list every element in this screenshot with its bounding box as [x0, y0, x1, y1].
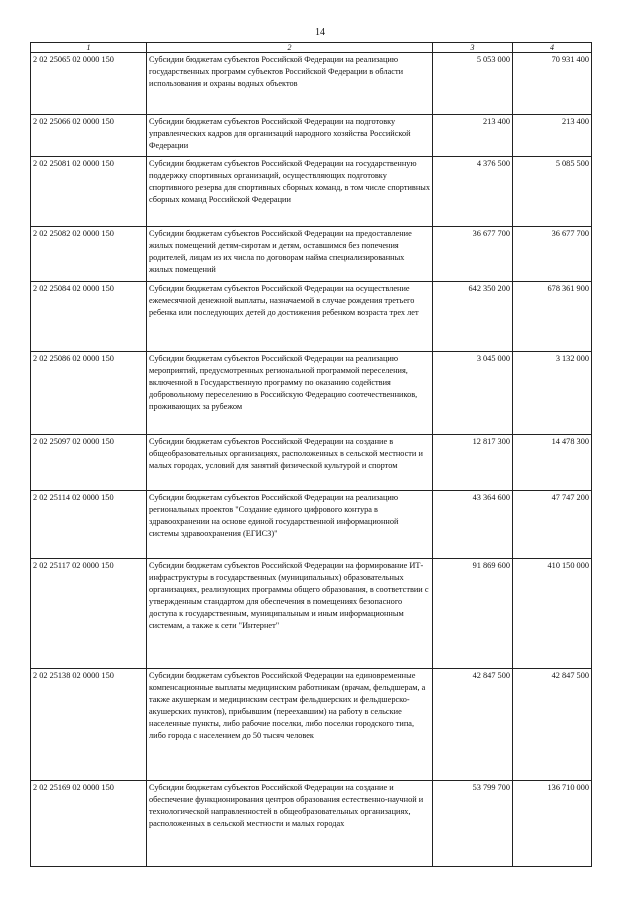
budget-code: 2 02 25117 02 0000 150 [31, 559, 147, 669]
budget-code: 2 02 25084 02 0000 150 [31, 282, 147, 352]
table-header-row [31, 43, 592, 53]
amount-col4: 213 400 [513, 115, 592, 157]
budget-code: 2 02 25097 02 0000 150 [31, 435, 147, 491]
table-row [31, 352, 592, 435]
amount-col3: 213 400 [433, 115, 513, 157]
item-description: Субсидии бюджетам субъектов Российской Федерации на формирование ИТ-инфраструктуры в государственных (муниципальных) образовательных организациях, реализующих программы общего образования, в соответствии с утвержденным стандартом для обеспечения в помещениях безопасного доступа к государственным, муниципальным и иным информационным системам, а также к сети "Интернет" [147, 559, 433, 669]
amount-col3: 642 350 200 [433, 282, 513, 352]
amount-col4: 5 085 500 [513, 157, 592, 227]
budget-code: 2 02 25082 02 0000 150 [31, 227, 147, 282]
budget-code: 2 02 25065 02 0000 150 [31, 53, 147, 115]
column-header: 2 [147, 43, 433, 53]
amount-col3: 43 364 600 [433, 491, 513, 559]
item-description: Субсидии бюджетам субъектов Российской Федерации на предоставление жилых помещений детям-сиротам и детям, оставшимся без попечения родителей, лицам из их числа по договорам найма специализированных жилых помещений [147, 227, 433, 282]
item-description: Субсидии бюджетам субъектов Российской Федерации на подготовку управленческих кадров для организаций народного хозяйства Российской Федерации [147, 115, 433, 157]
table-row [31, 115, 592, 157]
table-row [31, 491, 592, 559]
amount-col4: 678 361 900 [513, 282, 592, 352]
budget-code: 2 02 25114 02 0000 150 [31, 491, 147, 559]
amount-col4: 136 710 000 [513, 781, 592, 867]
table-row [31, 227, 592, 282]
amount-col3: 91 869 600 [433, 559, 513, 669]
table-row [31, 282, 592, 352]
column-header: 1 [31, 43, 147, 53]
item-description: Субсидии бюджетам субъектов Российской Федерации на реализацию региональных проектов "Создание единого цифрового контура в здравоохранении на основе единой государственной информационной системы здравоохранения (ЕГИСЗ)" [147, 491, 433, 559]
budget-code: 2 02 25086 02 0000 150 [31, 352, 147, 435]
page-number: 14 [315, 27, 325, 38]
amount-col3: 5 053 000 [433, 53, 513, 115]
amount-col4: 47 747 200 [513, 491, 592, 559]
table-row [31, 435, 592, 491]
budget-code: 2 02 25169 02 0000 150 [31, 781, 147, 867]
amount-col3: 36 677 700 [433, 227, 513, 282]
column-header: 3 [433, 43, 513, 53]
item-description: Субсидии бюджетам субъектов Российской Федерации на государственную поддержку спортивных организаций, осуществляющих подготовку спортивного резерва для спортивных сборных команд, в том числе спортивных сборных команд Российской Федерации [147, 157, 433, 227]
column-header: 4 [513, 43, 592, 53]
item-description: Субсидии бюджетам субъектов Российской Федерации на реализацию государственных программ субъектов Российской Федерации в области использования и охраны водных объектов [147, 53, 433, 115]
budget-code: 2 02 25138 02 0000 150 [31, 669, 147, 781]
amount-col3: 4 376 500 [433, 157, 513, 227]
amount-col4: 36 677 700 [513, 227, 592, 282]
amount-col3: 53 799 700 [433, 781, 513, 867]
item-description: Субсидии бюджетам субъектов Российской Федерации на осуществление ежемесячной денежной выплаты, назначаемой в случае рождения третьего ребенка или последующих детей до достижения ребенком возраста трех лет [147, 282, 433, 352]
item-description: Субсидии бюджетам субъектов Российской Федерации на реализацию мероприятий, предусмотренных региональной программой переселения, включенной в Государственную программу по оказанию содействия добровольному переселению в Российскую Федерацию соотечественников, проживающих за рубежом [147, 352, 433, 435]
amount-col3: 42 847 500 [433, 669, 513, 781]
amount-col3: 3 045 000 [433, 352, 513, 435]
table-row [31, 157, 592, 227]
table-row [31, 669, 592, 781]
amount-col4: 3 132 000 [513, 352, 592, 435]
amount-col4: 14 478 300 [513, 435, 592, 491]
budget-code: 2 02 25081 02 0000 150 [31, 157, 147, 227]
item-description: Субсидии бюджетам субъектов Российской Федерации на создание в общеобразовательных организациях, расположенных в сельской местности и малых городах, условий для занятий физической культурой и спортом [147, 435, 433, 491]
amount-col4: 42 847 500 [513, 669, 592, 781]
item-description: Субсидии бюджетам субъектов Российской Федерации на единовременные компенсационные выплаты медицинским работникам (врачам, фельдшерам, а также акушеркам и медицинским сестрам фельдшерских и фельдшерско-акушерских пунктов), прибывшим (переехавшим) на работу в сельские населенные пункты, либо рабочие поселки, либо поселки городского типа, либо города с населением до 50 тысяч человек [147, 669, 433, 781]
amount-col4: 410 150 000 [513, 559, 592, 669]
amount-col3: 12 817 300 [433, 435, 513, 491]
item-description: Субсидии бюджетам субъектов Российской Федерации на создание и обеспечение функционирования центров образования естественно-научной и технологической направленностей в общеобразовательных организациях, расположенных в сельской местности и малых городах [147, 781, 433, 867]
table-row [31, 559, 592, 669]
amount-col4: 70 931 400 [513, 53, 592, 115]
table-row [31, 781, 592, 867]
budget-table [30, 42, 592, 867]
budget-code: 2 02 25066 02 0000 150 [31, 115, 147, 157]
table-row [31, 53, 592, 115]
